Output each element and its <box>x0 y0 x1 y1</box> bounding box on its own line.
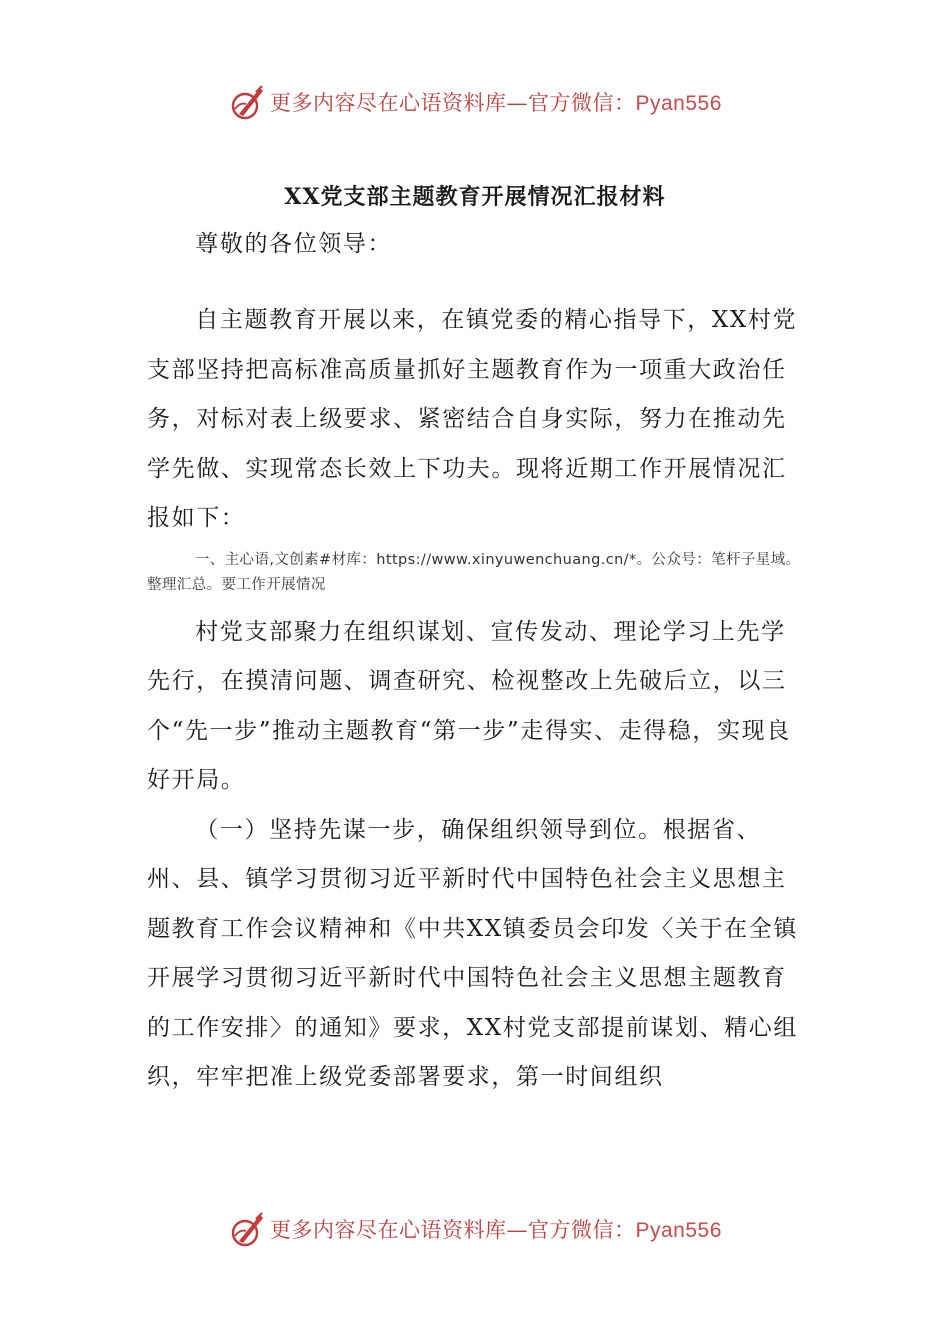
section-heading-note: 一、主心语,文创素#材库：https://www.xinyuwenchuang.cn/*。公众号：笔杆子星域。整理汇总。要工作开展情况 <box>147 551 801 593</box>
paragraph-item-1: （一）坚持先谋一步，确保组织领导到位。根据省、州、县、镇学习贯彻习近平新时代中国特色社会主义思想主题教育工作会议精神和《中共XX镇委员会印发〈关于在全镇开展学习贯彻习近平新时代中国特色社会主义思想主题教育的工作安排〉的通知》要求，XX村党支部提前谋划、精心组织，牢牢把准上级党委部署要求，第一时间组织 <box>147 816 798 1090</box>
quill-pen-logo-icon <box>226 1209 268 1251</box>
banner-main-text: 更多内容尽在心语资料库—官方微信： <box>270 91 636 115</box>
banner-main-text: 更多内容尽在心语资料库—官方微信： <box>270 1218 636 1242</box>
paragraph-overview: 村党支部聚力在组织谋划、宣传发动、理论学习上先学先行，在摸清问题、调查研究、检视整改上先破后立，以三个“先一步”推动主题教育“第一步”走得实、走得稳，实现良好开局。 <box>147 618 791 793</box>
salutation: 尊敬的各位领导： <box>195 231 393 257</box>
quill-pen-logo-icon <box>226 82 268 124</box>
paragraph-intro: 自主题教育开展以来，在镇党委的精心指导下，XX村党支部坚持把高标准高质量抓好主题教育作为一项重大政治任务，对标对表上级要求、紧密结合自身实际，努力在推动先学先做、实现常态长效上下功夫。现将近期工作开展情况汇报如下： <box>147 307 798 531</box>
document-title: XX党支部主题教育开展情况汇报材料 <box>284 184 666 210</box>
banner-text <box>270 1214 722 1244</box>
banner-text <box>270 87 722 117</box>
header-banner <box>0 78 950 128</box>
banner-wechat-handle: Pyan556 <box>635 1219 722 1242</box>
footer-banner <box>0 1205 950 1255</box>
document-body <box>147 296 807 1103</box>
banner-wechat-handle: Pyan556 <box>635 92 722 115</box>
